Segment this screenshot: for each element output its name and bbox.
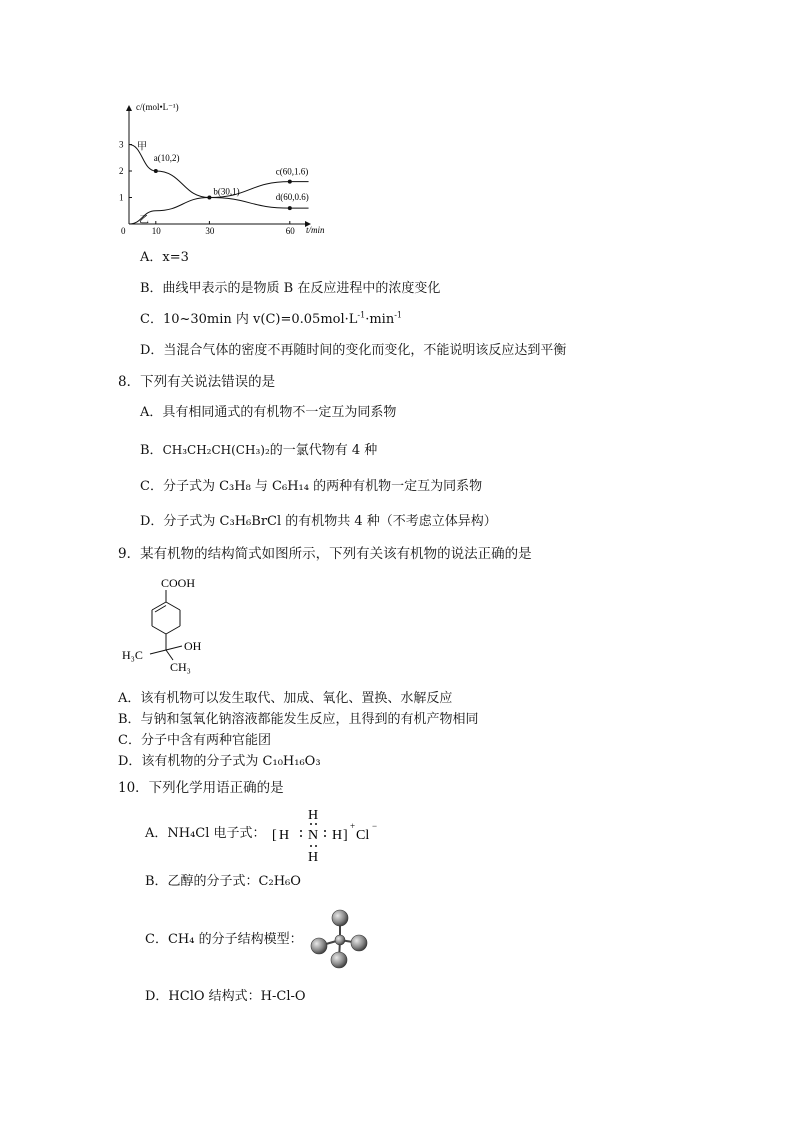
h-left: H bbox=[279, 828, 290, 843]
bracket-left: [ bbox=[272, 828, 277, 843]
q8-option-c: C．分子式为 C₃H₈ 与 C₆H₁₄ 的两种有机物一定互为同系物 bbox=[140, 479, 483, 494]
superscript: -1 bbox=[357, 310, 366, 320]
y-tick-label: 1 bbox=[119, 192, 124, 203]
q7-option-b: B．曲线甲表示的是物质 B 在反应进程中的浓度变化 bbox=[140, 281, 441, 296]
option-letter: B． bbox=[140, 443, 163, 458]
q7-option-a: A．x=3 bbox=[140, 250, 189, 265]
data-point bbox=[154, 169, 158, 173]
data-point-label: c(60,1.6) bbox=[275, 166, 309, 177]
n-center: N bbox=[308, 828, 319, 843]
oh-label: OH bbox=[184, 639, 202, 653]
y-axis-label: c/(mol•L⁻¹) bbox=[136, 102, 179, 112]
y-tick-label: 3 bbox=[119, 139, 124, 150]
y-tick-label: 2 bbox=[119, 166, 124, 176]
minus-charge: − bbox=[372, 821, 378, 831]
q8-option-b bbox=[140, 442, 377, 459]
q10-option-c: C．CH₄ 的分子结构模型： bbox=[145, 932, 303, 947]
q9-option-b: B．与钠和氢氧化钠溶液都能发生反应，且得到的有机产物相同 bbox=[118, 712, 479, 727]
q8-option-d: D．分子式为 C₃H₆BrCl 的有机物共 4 种（不考虑立体异构） bbox=[140, 514, 497, 529]
q9-option-d: D．该有机物的分子式为 C₁₀H₁₆O₃ bbox=[118, 754, 321, 769]
q10-option-a: A．NH₄Cl 电子式： bbox=[145, 826, 266, 841]
h-bottom: H bbox=[308, 850, 319, 864]
h-top: H bbox=[308, 808, 319, 823]
option-text: 的一氯代物有 4 种 bbox=[269, 443, 378, 458]
h-right: H bbox=[332, 828, 343, 843]
data-point-label: d(60,0.6) bbox=[275, 192, 309, 203]
ch3-label: CH₃ bbox=[170, 660, 191, 674]
q10-option-d: D．HClO 结构式：H-Cl-O bbox=[145, 989, 306, 1004]
q9-option-a: A．该有机物可以发生取代、加成、氧化、置换、水解反应 bbox=[118, 691, 453, 706]
q7-option-c bbox=[140, 312, 402, 328]
q7-option-c-text: C．10~30min 内 v(C)=0.05mol·L bbox=[140, 312, 358, 327]
bracket-right: ] bbox=[343, 828, 348, 843]
q8-stem: 8．下列有关说法错误的是 bbox=[118, 374, 276, 390]
q10-option-b: B．乙醇的分子式：C₂H₆O bbox=[145, 874, 301, 889]
ch4-ball-stick-model bbox=[304, 905, 374, 971]
formula: CH₃CH₂CH(CH₃)₂ bbox=[162, 443, 270, 457]
data-point-label: b(30,1) bbox=[213, 186, 240, 197]
h3c-label: H₃C bbox=[122, 648, 143, 662]
q9-structure-diagram bbox=[118, 570, 228, 680]
cl-ion: Cl bbox=[356, 828, 370, 843]
q7-option-d: D．当混合气体的密度不再随时间的变化而变化，不能说明该反应达到平衡 bbox=[140, 343, 567, 358]
data-point bbox=[288, 206, 292, 210]
data-point bbox=[288, 180, 292, 184]
data-point bbox=[207, 196, 211, 200]
plus-charge: + bbox=[350, 821, 356, 831]
unit-min: ·min bbox=[365, 312, 395, 327]
cooh-label: COOH bbox=[161, 576, 196, 590]
data-point-label: a(10,2) bbox=[153, 153, 180, 163]
series-label: 乙 bbox=[139, 214, 149, 226]
concentration-time-chart bbox=[112, 96, 342, 240]
q8-option-a: A．具有相同通式的有机物不一定互为同系物 bbox=[140, 405, 397, 420]
q9-stem: 9．某有机物的结构简式如图所示，下列有关该有机物的说法正确的是 bbox=[118, 546, 532, 562]
nh4cl-electron-formula bbox=[268, 804, 378, 864]
x-tick-label: 10 bbox=[151, 226, 161, 236]
x-tick-label: 30 bbox=[205, 226, 215, 236]
superscript: -1 bbox=[394, 310, 402, 320]
x-tick-label: 0 bbox=[121, 226, 126, 236]
x-tick-label: 60 bbox=[285, 226, 295, 236]
x-axis-label: t/min bbox=[306, 225, 325, 235]
series-label: 甲 bbox=[137, 141, 147, 153]
q10-stem: 10．下列化学用语正确的是 bbox=[118, 780, 284, 796]
q9-option-c: C．分子中含有两种官能团 bbox=[118, 733, 271, 748]
